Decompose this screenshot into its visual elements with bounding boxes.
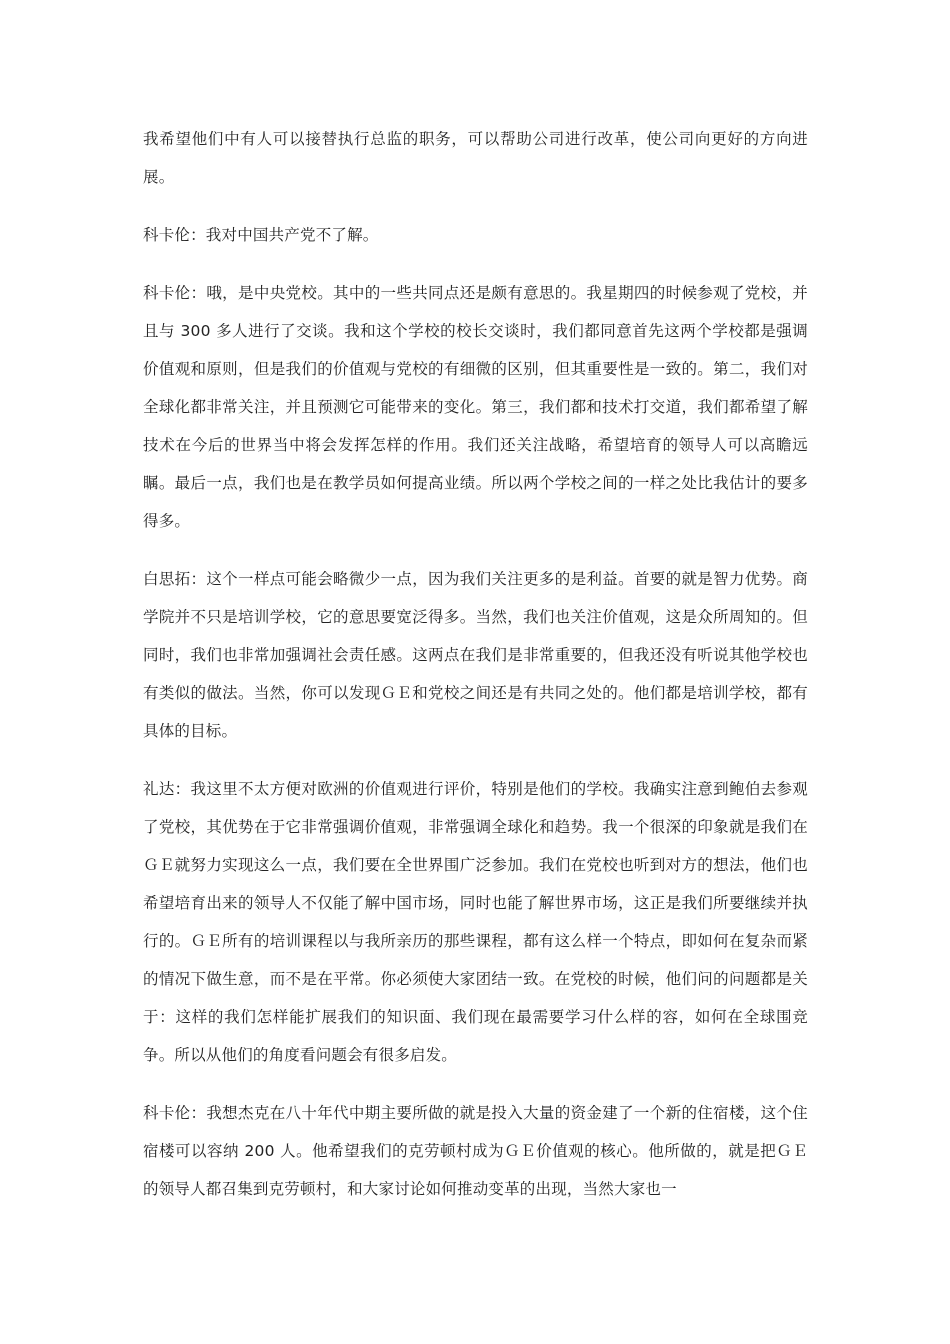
- paragraph-4: 白思拓：这个一样点可能会略微少一点，因为我们关注更多的是利益。首要的就是智力优势。商学院并不只是培训学校，它的意思要宽泛得多。当然，我们也关注价值观，这是众所周知的。但同时，我们也非常加强调社会责任感。这两点在我们是非常重要的，但我还没有听说其他学校也有类似的做法。当然，你可以发现ＧＥ和党校之间还是有共同之处的。他们都是培训学校，都有具体的目标。: [143, 570, 808, 740]
- paragraph-5: 礼达：我这里不太方便对欧洲的价值观进行评价，特别是他们的学校。我确实注意到鲍伯去参观了党校，其优势在于它非常强调价值观，非常强调全球化和趋势。我一个很深的印象就是我们在ＧＥ就努力实现这么一点，我们要在全世界围广泛参加。我们在党校也听到对方的想法，他们也希望培育出来的领导人不仅能了解中国市场，同时也能了解世界市场，这正是我们所要继续并执行的。ＧＥ所有的培训课程以与我所亲历的那些课程，都有这么样一个特点，即如何在复杂而紧的情况下做生意，而不是在平常。你必须使大家团结一致。在党校的时候，他们问的问题都是关于：这样的我们怎样能扩展我们的知识面、我们现在最需要学习什么样的容，如何在全球围竞争。所以从他们的角度看问题会有很多启发。: [143, 780, 808, 1064]
- document-body: [143, 120, 808, 1228]
- paragraph-3: 科卡伦：哦，是中央党校。其中的一些共同点还是颇有意思的。我星期四的时候参观了党校，并且与 300 多人进行了交谈。我和这个学校的校长交谈时，我们都同意首先这两个学校都是强调价值观和原则，但是我们的价值观与党校的有细微的区别，但其重要性是一致的。第二，我们对全球化都非常关注，并且预测它可能带来的变化。第三，我们都和技术打交道，我们都希望了解技术在今后的世界当中将会发挥怎样的作用。我们还关注战略，希望培育的领导人可以高瞻远瞩。最后一点，我们也是在教学员如何提高业绩。所以两个学校之间的一样之处比我估计的要多得多。: [143, 284, 808, 530]
- paragraph-2: 科卡伦：我对中国共产党不了解。: [143, 226, 379, 244]
- paragraph-6: 科卡伦：我想杰克在八十年代中期主要所做的就是投入大量的资金建了一个新的住宿楼，这个住宿楼可以容纳 200 人。他希望我们的克劳顿村成为ＧＥ价值观的核心。他所做的，就是把ＧＥ的领导人都召集到克劳顿村，和大家讨论如何推动变革的出现，当然大家也一: [143, 1104, 808, 1198]
- paragraph-1: 我希望他们中有人可以接替执行总监的职务，可以帮助公司进行改革，使公司向更好的方向进展。: [143, 130, 808, 186]
